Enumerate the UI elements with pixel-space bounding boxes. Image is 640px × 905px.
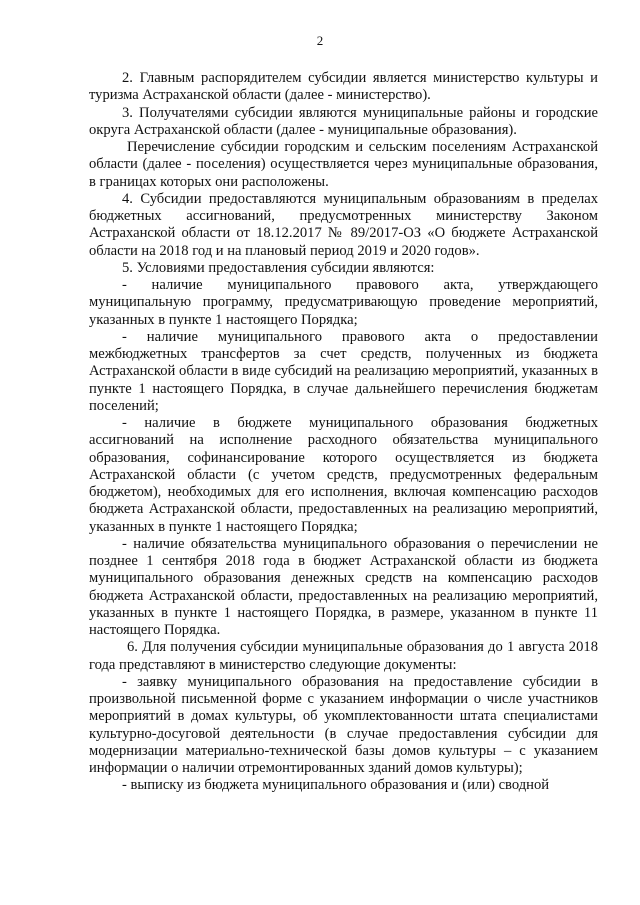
condition-item-interbudget-transfers: - наличие муниципального правового акта о предоставлении межбюджетных трансфертов за счет средств, полученных из бюджета Астраханской области в виде субсидий на реализацию мероприятий, указанных в пункте 1 настоящего Порядка, в случае дальнейшего перечисления бюджетам поселений;	[89, 328, 598, 414]
paragraph-conditions-heading: 5. Условиями предоставления субсидии являются:	[122, 259, 435, 276]
paragraph-transfer-to-settlements: Перечисление субсидии городским и сельским поселениям Астраханской области (далее - поселения) осуществляется через муниципальные образования, в границах которых они расположены.	[89, 139, 598, 190]
paragraph-budget-limits: 4. Субсидии предоставляются муниципальным образованиям в пределах бюджетных ассигнований, предусмотренных министерству Законом Астраханской области от 18.12.2017 № 89/2017-ОЗ «О бюджете Астраханской области на 2018 год и на плановый период 2019 и 2020 годов».	[89, 190, 598, 259]
condition-item-municipal-program: - наличие муниципального правового акта, утверждающего муниципальную программу, предусматривающую проведение мероприятий, указанных в пункте 1 настоящего Порядка;	[89, 277, 598, 328]
document-item-application: - заявку муниципального образования на предоставление субсидии в произвольной письменной форме с указанием информации о числе участников мероприятий в домах культуры, об укомплектованности штата специалистами культурно-досуговой деятельности (в случае предоставления субсидии для модернизации материально-технической базы домов культуры – с указанием информации о наличии отремонтированных зданий домов культуры);	[89, 673, 598, 776]
condition-item-transfer-obligation: - наличие обязательства муниципального образования о перечислении не позднее 1 сентября 2018 года в бюджет Астраханской области из бюджета муниципального образования денежных средств на компенсацию расходов бюджета Астраханской области, предоставленных на реализацию мероприятий, указанных в пункте 1 настоящего Порядка, в размере, указанном в пункте 11 настоящего Порядка.	[89, 535, 598, 638]
paragraph-recipients: 3. Получателями субсидии являются муниципальные районы и городские округа Астраханской области (далее - муниципальные образования).	[89, 104, 598, 138]
document-item-budget-extract: - выписку из бюджета муниципального образования и (или) сводной	[122, 777, 550, 794]
paragraph-main-distributor: 2. Главным распорядителем субсидии является министерство культуры и туризма Астраханской области (далее - министерство).	[89, 70, 598, 104]
page-number: 2	[316, 33, 324, 48]
document-body	[89, 70, 598, 795]
condition-item-budget-allocations: - наличие в бюджете муниципального образования бюджетных ассигнований на исполнение расходного обязательства муниципального образования, софинансирование которого осуществляется из бюджета Астраханской области (с учетом средств, предусмотренных федеральным бюджетом), необходимых для его исполнения, включая компенсацию расходов бюджета Астраханской области, предоставленных на реализацию мероприятий, указанных в пункте 1 настоящего Порядка;	[89, 415, 598, 535]
paragraph-documents-heading: 6. Для получения субсидии муниципальные образования до 1 августа 2018 года представляют в министерство следующие документы:	[89, 639, 598, 673]
